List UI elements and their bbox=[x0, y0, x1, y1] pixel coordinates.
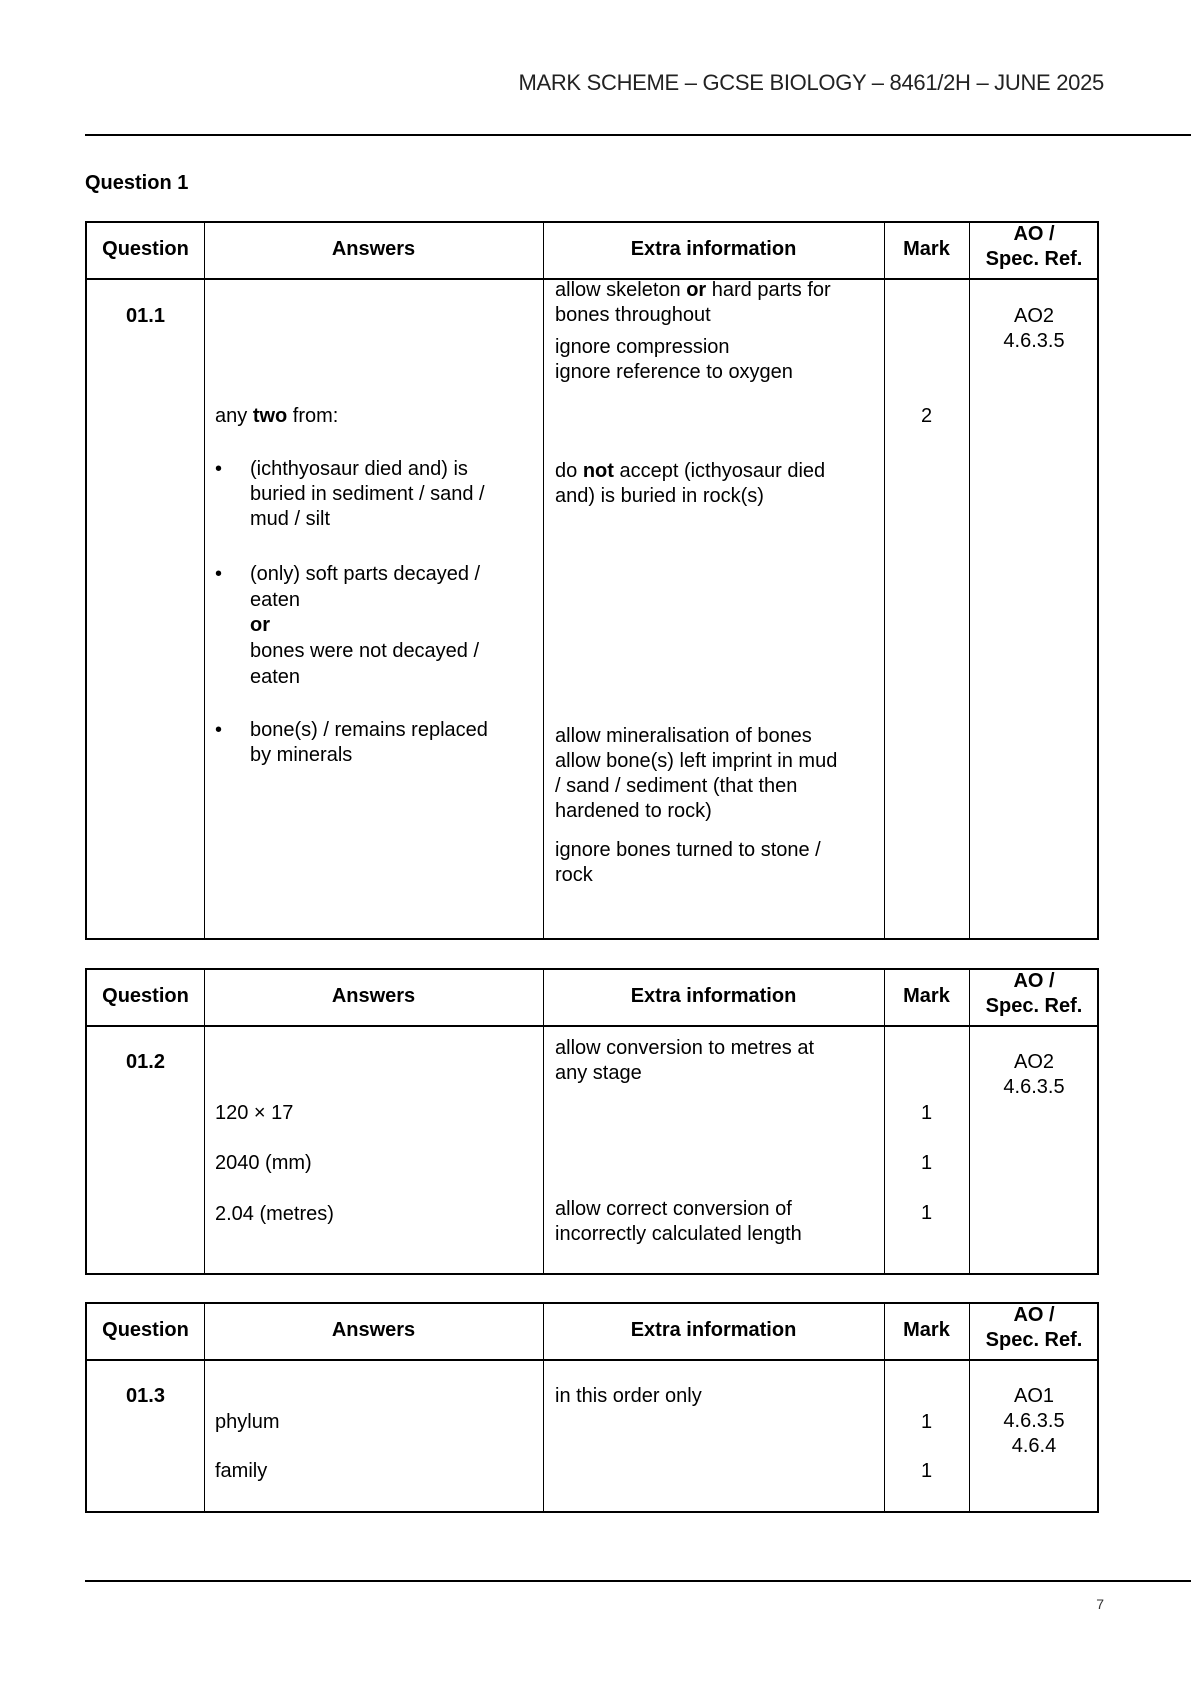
col-header-question: Question bbox=[102, 1319, 189, 1341]
question-number: 01.2 bbox=[126, 1051, 165, 1073]
mark-value: 1 bbox=[920, 1202, 933, 1224]
answer-line: 2040 (mm) bbox=[215, 1152, 312, 1174]
mark-value: 1 bbox=[920, 1152, 933, 1174]
answer-point: bone(s) / remains replaced by minerals bbox=[250, 719, 488, 766]
col-header-answers: Answers bbox=[331, 1319, 416, 1341]
answer-line: 2.04 (metres) bbox=[215, 1203, 334, 1225]
extra-info: do not accept (icthyosaur died and) is buried in rock(s) bbox=[555, 460, 826, 507]
question-number: 01.3 bbox=[126, 1385, 165, 1407]
col-header-ao: AO / Spec. Ref. bbox=[985, 223, 1083, 270]
col-header-answers: Answers bbox=[331, 238, 416, 260]
mark-value: 1 bbox=[920, 1460, 933, 1482]
answer-line: 120 × 17 bbox=[215, 1102, 294, 1124]
question-number: 01.1 bbox=[126, 305, 165, 327]
mark-value: 1 bbox=[920, 1102, 933, 1124]
extra-info: allow skeleton or hard parts for bones throughout bbox=[555, 279, 831, 326]
extra-info: ignore bones turned to stone / rock bbox=[555, 839, 821, 886]
mark-table-01-1 bbox=[85, 221, 1099, 940]
mark-value: 2 bbox=[920, 405, 933, 427]
answer-line: family bbox=[215, 1460, 268, 1482]
col-header-answers: Answers bbox=[331, 985, 416, 1007]
extra-info: allow mineralisation of bones allow bone(s) left imprint in mud / sand / sediment (that then hardened to rock) bbox=[555, 725, 838, 822]
extra-info: allow conversion to metres at any stage bbox=[555, 1037, 815, 1084]
extra-info: in this order only bbox=[555, 1385, 702, 1407]
col-header-ao: AO / Spec. Ref. bbox=[985, 970, 1083, 1017]
col-header-mark: Mark bbox=[903, 1319, 950, 1341]
extra-info: ignore compression ignore reference to oxygen bbox=[555, 336, 793, 383]
col-header-question: Question bbox=[102, 238, 189, 260]
footer-divider bbox=[85, 1580, 1191, 1582]
bullet-icon: • bbox=[215, 458, 223, 480]
col-header-mark: Mark bbox=[903, 238, 950, 260]
col-header-extra: Extra information bbox=[630, 1319, 797, 1341]
page-number: 7 bbox=[1096, 1596, 1104, 1612]
header-divider bbox=[85, 134, 1191, 136]
bullet-icon: • bbox=[215, 719, 223, 741]
mark-value: 1 bbox=[920, 1411, 933, 1433]
col-header-extra: Extra information bbox=[630, 985, 797, 1007]
ao-ref: AO2 4.6.3.5 bbox=[1003, 1051, 1065, 1098]
answer-point: (ichthyosaur died and) is buried in sediment / sand / mud / silt bbox=[250, 458, 485, 530]
answer-line: phylum bbox=[215, 1411, 280, 1433]
page-header-title: MARK SCHEME – GCSE BIOLOGY – 8461/2H – JUNE 2025 bbox=[518, 70, 1104, 95]
bullet-icon: • bbox=[215, 563, 223, 585]
col-header-question: Question bbox=[102, 985, 189, 1007]
extra-info: allow correct conversion of incorrectly calculated length bbox=[555, 1198, 802, 1245]
ao-ref: AO1 4.6.3.5 4.6.4 bbox=[1003, 1385, 1065, 1457]
col-header-extra: Extra information bbox=[630, 238, 797, 260]
section-title: Question 1 bbox=[85, 172, 189, 194]
col-header-ao: AO / Spec. Ref. bbox=[985, 1304, 1083, 1351]
col-header-mark: Mark bbox=[903, 985, 950, 1007]
answer-intro: any two from: bbox=[215, 405, 339, 427]
answer-point: (only) soft parts decayed / eaten or bones were not decayed / eaten bbox=[250, 563, 481, 688]
ao-ref: AO2 4.6.3.5 bbox=[1003, 305, 1065, 352]
